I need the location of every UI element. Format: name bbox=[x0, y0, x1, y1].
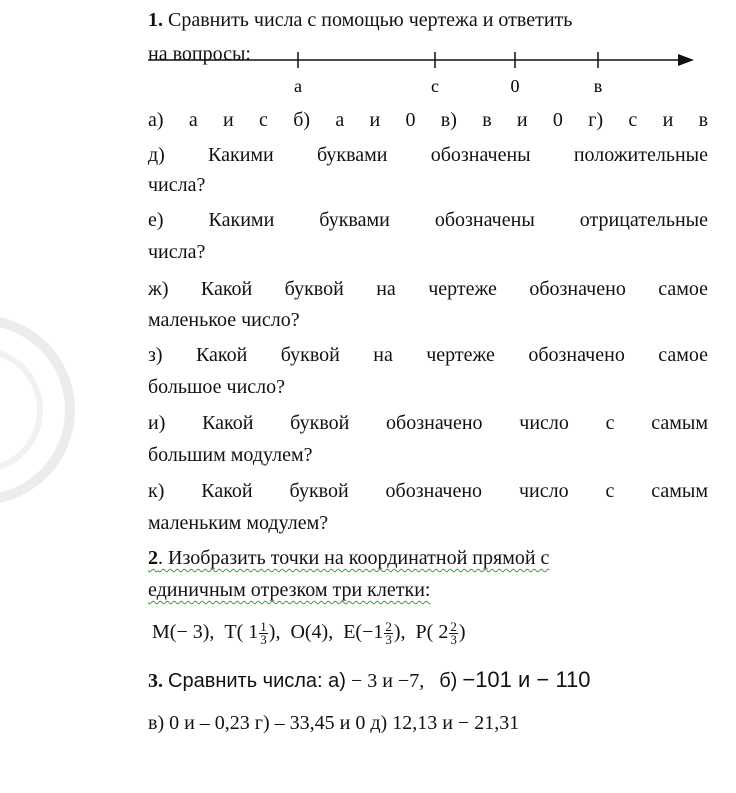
task1-heading-text: Сравнить числа с помощью чертежа и ответить bbox=[168, 9, 573, 31]
pair-g: г) с и в bbox=[588, 109, 709, 131]
task3-item-a: − 3 и −7, bbox=[350, 670, 425, 692]
question-zh-line1: ж) Какой буквой на чертеже обозначено самое bbox=[148, 278, 708, 300]
point-o: О(4), bbox=[290, 621, 334, 643]
question-e-line1: е) Какими буквами обозначены отрицательные bbox=[148, 209, 708, 231]
label-a: а bbox=[294, 76, 302, 96]
pair-b: б) а и 0 bbox=[293, 109, 416, 131]
label-c: с bbox=[431, 76, 439, 96]
label-v: в bbox=[593, 76, 603, 96]
task2-points bbox=[152, 615, 466, 649]
point-p: Р( 2 $\frac{2}{3}$ ) bbox=[415, 618, 466, 647]
question-z-line2: большое число? bbox=[148, 376, 286, 398]
number-line bbox=[148, 40, 708, 100]
task2-heading-line1 bbox=[148, 546, 549, 570]
label-zero: 0 bbox=[510, 76, 520, 96]
pair-v: в) в и 0 bbox=[440, 109, 563, 131]
question-z-line1: з) Какой буквой на чертеже обозначено самое bbox=[148, 344, 708, 366]
question-e-line2: числа? bbox=[148, 241, 206, 263]
question-i-line1: и) Какой буквой обозначено число с самым bbox=[148, 412, 708, 434]
task3-instruction: Сравнить числа: а) bbox=[168, 670, 346, 692]
question-i-line2: большим модулем? bbox=[148, 444, 313, 466]
question-zh-line2: маленькое число? bbox=[148, 309, 300, 331]
task1-heading-line2: на вопросы: bbox=[148, 43, 251, 65]
question-k-line1: к) Какой буквой обозначено число с самым bbox=[148, 480, 708, 502]
question-k-line2: маленьким модулем? bbox=[148, 512, 329, 534]
point-t: Т( 1 $\frac{1}{3}$ ), bbox=[224, 618, 281, 647]
fraction-two-thirds-p: $\frac{2}{3}$ bbox=[450, 618, 457, 647]
fraction-two-thirds-e: $\frac{2}{3}$ bbox=[385, 618, 392, 647]
task3-item-b-label: б) bbox=[439, 670, 458, 692]
point-m: М(− 3), bbox=[152, 621, 215, 643]
task2-number: 2 bbox=[148, 547, 158, 569]
task2-heading-text: . Изобразить точки на координатной прямой с bbox=[158, 547, 550, 569]
fraction-one-third: $\frac{1}{3}$ bbox=[260, 618, 267, 647]
background-watermark bbox=[0, 260, 80, 560]
task3-line2: в) 0 и – 0,23 г) – 33,45 и 0 д) 12,13 и − 21,31 bbox=[148, 712, 520, 734]
number-line-arrow bbox=[678, 54, 694, 66]
point-e: Е(−1 $\frac{2}{3}$ ), bbox=[343, 618, 406, 647]
question-d-line1: д) Какими буквами обозначены положительные bbox=[148, 144, 708, 166]
task1-pairs bbox=[148, 108, 708, 132]
question-d-line2: числа? bbox=[148, 174, 206, 196]
task1-heading-line1 bbox=[148, 8, 572, 32]
task3-line1 bbox=[148, 668, 590, 693]
task3-item-b: −101 и − 110 bbox=[462, 667, 591, 692]
task2-heading-line2: единичным отрезком три клетки: bbox=[148, 579, 431, 601]
pair-a: а) а и с bbox=[148, 109, 268, 131]
task3-number: 3. bbox=[148, 670, 163, 692]
task1-number: 1. bbox=[148, 9, 163, 31]
